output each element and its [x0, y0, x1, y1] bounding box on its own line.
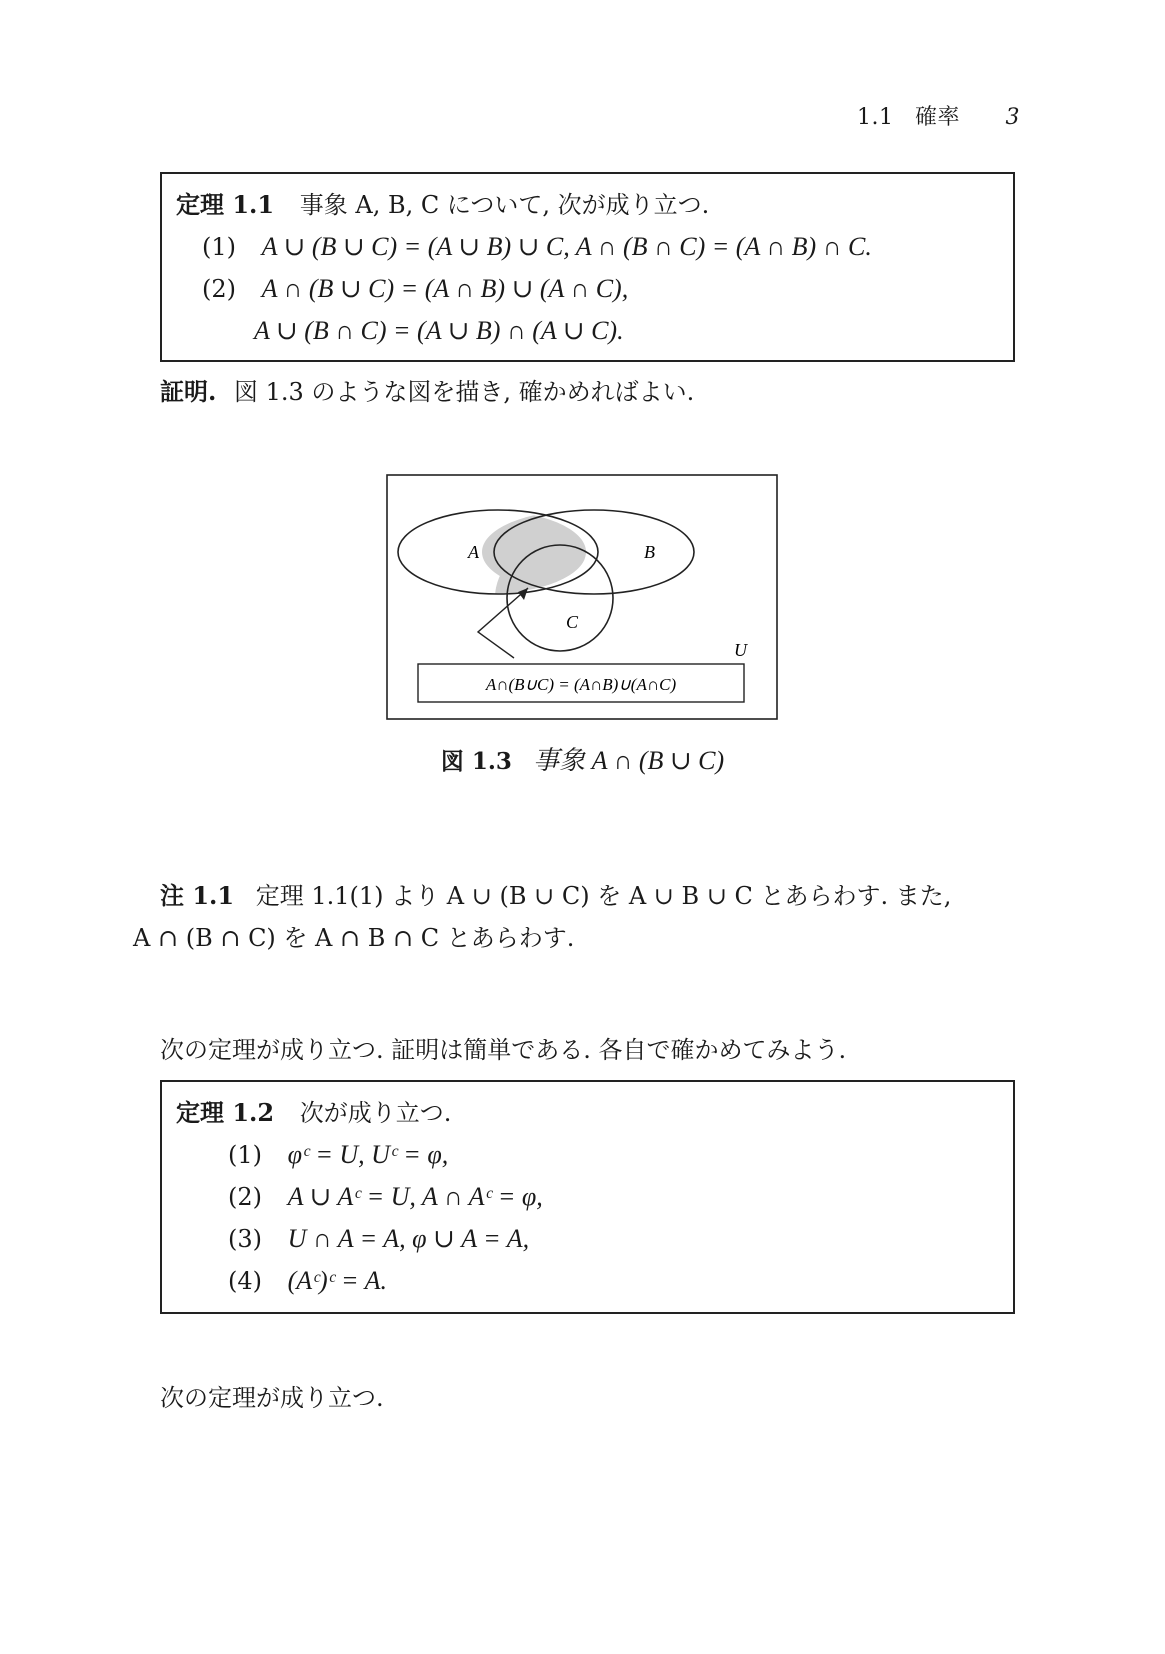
- theorem-label: 定理 1.1: [176, 190, 275, 219]
- item-number: (1): [202, 233, 236, 261]
- theorem-item: [176, 226, 999, 268]
- theorem-1-2-heading: [176, 1092, 999, 1134]
- figure-caption: [0, 740, 1165, 777]
- item-number: (2): [202, 275, 236, 303]
- note-text: 定理 1.1(1) より A ∪ (B ∪ C) を A ∪ B ∪ C とあらわす. また,: [255, 882, 952, 910]
- closing-paragraph: 次の定理が成り立つ.: [160, 1384, 384, 1412]
- caption-label: 図 1.3: [440, 748, 512, 775]
- running-header: [857, 100, 1020, 131]
- theorem-item: [176, 268, 999, 310]
- venn-diagram-figure: [386, 474, 778, 720]
- item-formula: A ∪ (B ∩ C) = (A ∪ B) ∩ (A ∪ C).: [254, 316, 624, 345]
- item-formula: U ∩ A = A, φ ∪ A = A,: [287, 1224, 530, 1253]
- note-text: A ∩ (B ∩ C) を A ∩ B ∩ C とあらわす.: [133, 924, 575, 952]
- venn-diagram: [386, 474, 778, 720]
- label-c: C: [566, 612, 579, 632]
- section-number: 1.1: [856, 105, 894, 130]
- pointer-line: [478, 588, 528, 658]
- item-formula: A ∪ (B ∪ C) = (A ∪ B) ∪ C, A ∩ (B ∩ C) = (A ∩ B) ∩ C.: [261, 232, 872, 261]
- label-a: A: [468, 542, 479, 562]
- theorem-statement: 事象 A, B, C について, 次が成り立つ.: [299, 191, 710, 219]
- label-u: U: [734, 640, 747, 660]
- note-label: 注 1.1: [160, 881, 235, 910]
- item-formula: A ∩ (B ∪ C) = (A ∩ B) ∪ (A ∩ C),: [261, 274, 629, 303]
- item-number: (1): [228, 1141, 262, 1169]
- proof-label: 証明.: [160, 377, 217, 406]
- theorem-statement: 次が成り立つ.: [299, 1099, 452, 1127]
- theorem-item-continuation: [176, 310, 999, 352]
- proof-paragraph: [160, 372, 694, 412]
- note-line-2: [133, 918, 574, 958]
- theorem-1-1-box: [160, 172, 1015, 362]
- theorem-item: [176, 1176, 999, 1218]
- item-formula: (Aᶜ)ᶜ = A.: [287, 1266, 387, 1295]
- proof-text: 図 1.3 のような図を描き, 確かめればよい.: [234, 378, 695, 406]
- theorem-item: [176, 1260, 999, 1302]
- theorem-1-1-heading: [176, 184, 999, 226]
- page-number: 3: [1005, 105, 1020, 130]
- label-b: B: [644, 542, 655, 562]
- figure-formula: A∩(B∪C) = (A∩B)∪(A∩C): [485, 675, 677, 694]
- theorem-item: [176, 1218, 999, 1260]
- item-number: (4): [228, 1267, 262, 1295]
- item-number: (3): [228, 1225, 262, 1253]
- shaded-a-and-c: [495, 545, 601, 651]
- section-title: 確率: [914, 105, 960, 130]
- item-number: (2): [228, 1183, 262, 1211]
- theorem-item: [176, 1134, 999, 1176]
- caption-text: 事象 A ∩ (B ∪ C): [533, 746, 725, 775]
- theorem-1-2-box: [160, 1080, 1015, 1314]
- intro-paragraph: 次の定理が成り立つ. 証明は簡単である. 各自で確かめてみよう.: [160, 1036, 847, 1064]
- note-line-1: [160, 876, 951, 916]
- item-formula: A ∪ Aᶜ = U, A ∩ Aᶜ = φ,: [287, 1182, 543, 1211]
- item-formula: φᶜ = U, Uᶜ = φ,: [287, 1140, 449, 1169]
- theorem-label: 定理 1.2: [176, 1098, 275, 1127]
